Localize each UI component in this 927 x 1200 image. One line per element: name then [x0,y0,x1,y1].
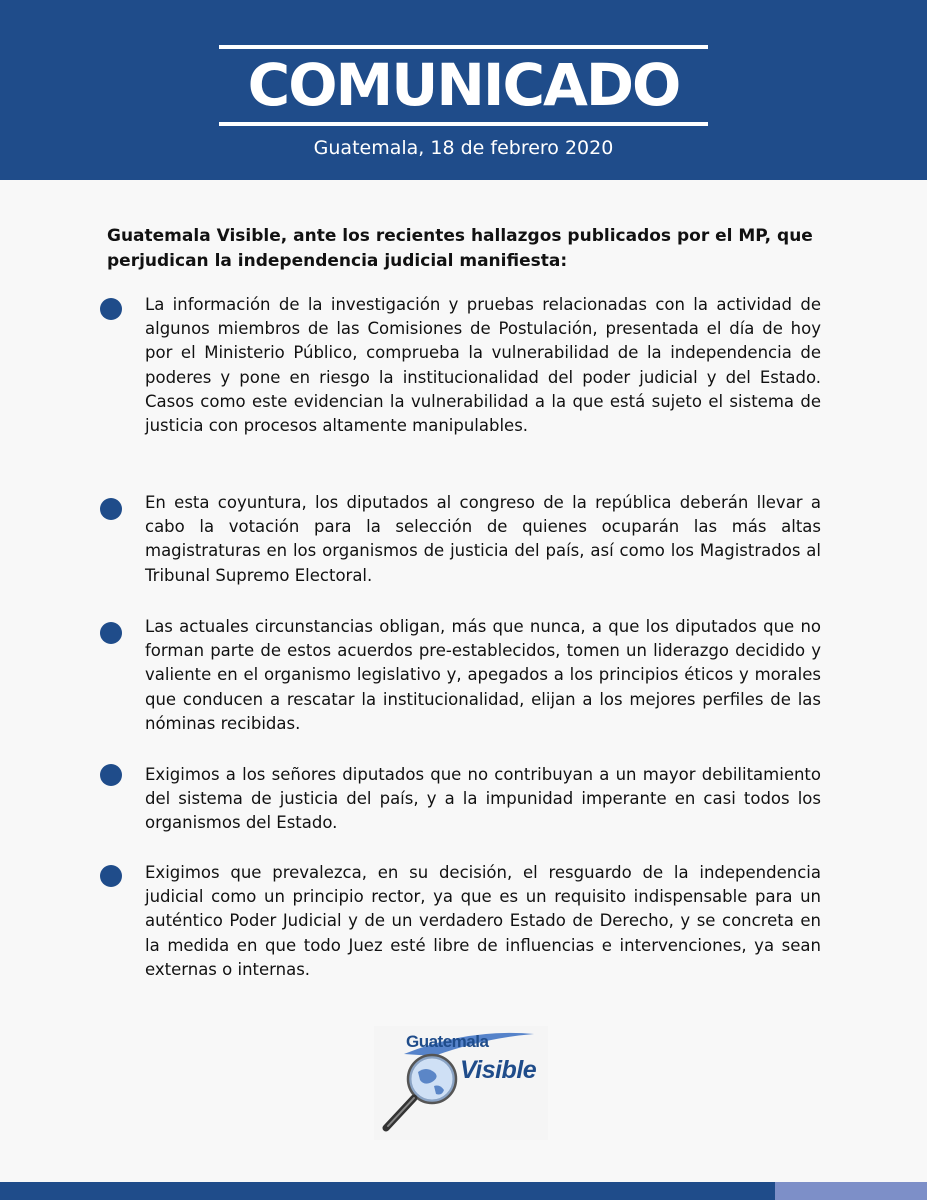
bullet-icon [100,498,122,520]
statement-point-text: Exigimos a los señores diputados que no contribuyan a un mayor debilitamiento del sistema de justicia del país, y a la impunidad imperante en casi todos los organismos del Estado. [145,765,821,833]
guatemala-visible-logo [374,1026,548,1140]
bullet-icon [100,622,122,644]
footer-bar [0,1182,775,1200]
bullet-icon [100,764,122,786]
title-bottom-rule [219,122,708,126]
intro-statement: Guatemala Visible, ante los recientes hallazgos publicados por el MP, que perjudican la independencia judicial manifiesta: [107,226,813,271]
header-banner [0,0,927,180]
title-top-rule [219,45,708,49]
logo-word-visible: Visible [460,1056,537,1084]
statement-point-text: Las actuales circunstancias obligan, más que nunca, a que los diputados que no forman parte de estos acuerdos pre-establecidos, tomen un liderazgo decidido y valiente en el organismo legislativo y, apegados a los principios éticos y morales que conducen a rescatar la institucionalidad, elijan a los mejores perfiles de las nóminas recibidas. [145,617,821,733]
statement-point-text: Exigimos que prevalezca, en su decisión, el resguardo de la independencia judicial como un principio rector, ya que es un requisito indispensable para un auténtico Poder Judicial y de un verdadero Estado de Derecho, y se concreta en la medida en que todo Juez esté libre de influencias e intervenciones, ya sean externas o internas. [145,863,821,979]
statement-point-text: La información de la investigación y pruebas relacionadas con la actividad de algunos miembros de las Comisiones de Postulación, presentada el día de hoy por el Ministerio Público, comprueba la vulnerabilidad de la independencia de poderes y pone en riesgo la institucionalidad del poder judicial y del Estado. Casos como este evidencian la vulnerabilidad a la que está sujeto el sistema de justicia con procesos altamente manipulables. [145,295,821,436]
statement-point-text: En esta coyuntura, los diputados al congreso de la república deberán llevar a cabo la votación para la selección de quienes ocuparán las más altas magistraturas en los organismos de justicia del país, así como los Magistrados al Tribunal Supremo Electoral. [145,493,821,585]
footer-accent-bar [775,1182,927,1200]
date-line: Guatemala, 18 de febrero 2020 [313,137,614,159]
bullet-icon [100,298,122,320]
logo-word-guatemala: Guatemala [406,1032,489,1051]
page-title: COMUNICADO [247,51,680,119]
bullet-icon [100,865,122,887]
